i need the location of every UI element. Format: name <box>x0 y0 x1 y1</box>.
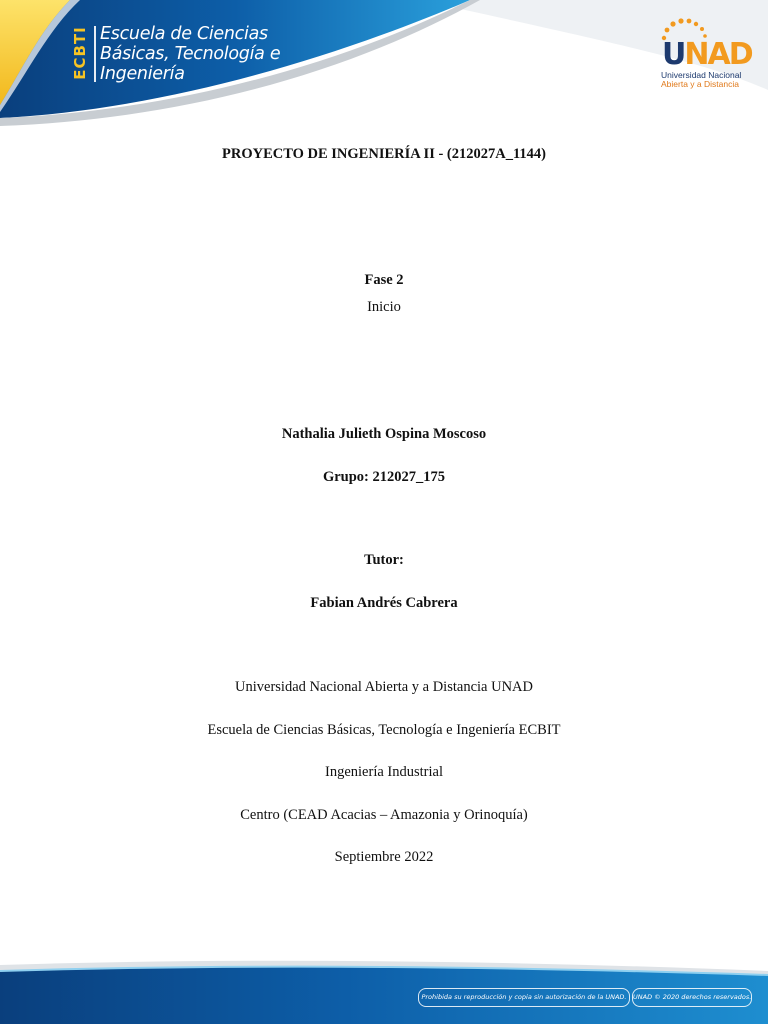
school-title-line: Ingeniería <box>100 64 185 84</box>
phase-title: Fase 2 <box>364 272 404 288</box>
course-title: PROYECTO DE INGENIERÍA II - (212027A_1144) <box>221 146 546 162</box>
ecbti-mark: ECBTI <box>71 26 90 80</box>
logo-line-2: Abierta y a Distancia <box>661 79 739 89</box>
program-name: Ingeniería Industrial <box>325 764 443 780</box>
header-banner <box>0 0 768 140</box>
footer-banner <box>0 955 768 1024</box>
unad-logo <box>650 14 750 94</box>
footer-copyright: UNAD © 2020 derechos reservados. <box>632 988 752 1007</box>
logo-wordmark: UNAD <box>662 37 752 72</box>
university-name: Universidad Nacional Abierta y a Distancia UNAD <box>235 679 533 695</box>
tutor-label: Tutor: <box>364 552 404 568</box>
school-title-line: Básicas, Tecnología e <box>100 44 281 64</box>
school-title <box>100 24 300 84</box>
footer-notice: Prohibida su reproducción y copia sin autorización de la UNAD. <box>418 988 630 1007</box>
document-date: Septiembre 2022 <box>334 849 434 865</box>
group-number: Grupo: 212027_175 <box>322 469 446 485</box>
school-title-line: Escuela de Ciencias <box>100 24 268 44</box>
tutor-name: Fabian Andrés Cabrera <box>310 595 458 611</box>
logo-line-1: Universidad Nacional <box>661 70 742 80</box>
ecbti-separator <box>94 26 96 82</box>
center-name: Centro (CEAD Acacias – Amazonia y Orinoquía) <box>240 807 528 823</box>
school-name: Escuela de Ciencias Básicas, Tecnología e Ingeniería ECBIT <box>207 722 561 738</box>
author-name: Nathalia Julieth Ospina Moscoso <box>281 426 487 442</box>
phase-subtitle: Inicio <box>367 299 401 315</box>
